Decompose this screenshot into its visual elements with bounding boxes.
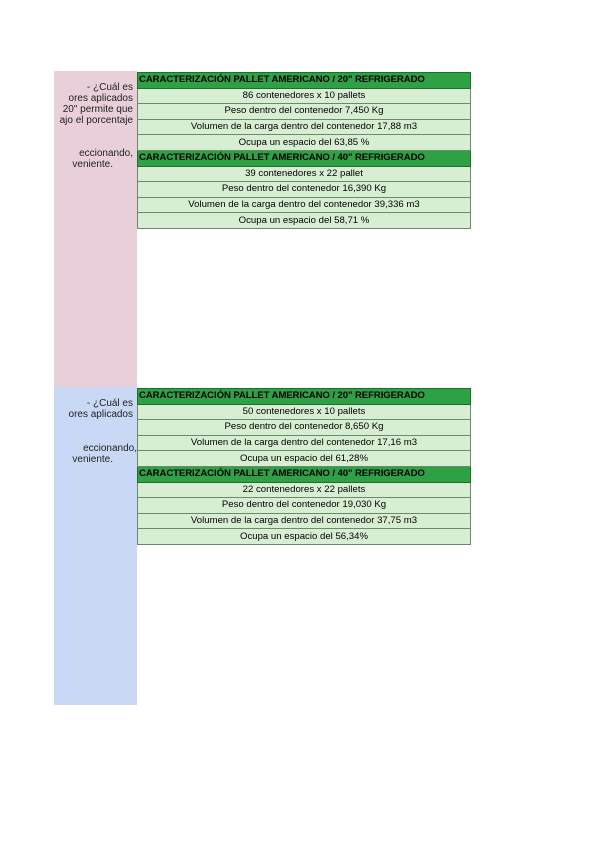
table-cell: Ocupa un espacio del 58,71 % bbox=[138, 213, 471, 229]
table-cell: 50 contenedores x 10 pallets bbox=[138, 404, 471, 420]
side-text-line: veniente. bbox=[72, 159, 113, 170]
side-text-line: veniente. bbox=[72, 454, 113, 465]
table-cell: Peso dentro del contenedor 8,650 Kg bbox=[138, 420, 471, 436]
side-note-blue bbox=[54, 387, 137, 705]
table-header: CARACTERIZACIÓN PALLET AMERICANO / 40" REFRIGERADO bbox=[138, 466, 471, 482]
table-cell: Volumen de la carga dentro del contenedor 39,336 m3 bbox=[138, 197, 471, 213]
side-text-line: ores aplicados bbox=[68, 93, 133, 104]
side-text-line: - ¿Cuál es bbox=[86, 82, 133, 93]
side-note-pink bbox=[54, 71, 137, 389]
side-text-line: 20" permite que bbox=[62, 104, 133, 115]
table-cell: Peso dentro del contenedor 7,450 Kg bbox=[138, 104, 471, 120]
table-cell: Peso dentro del contenedor 19,030 Kg bbox=[138, 498, 471, 514]
side-text-line: eccionando, bbox=[83, 443, 137, 454]
pallet-table-1 bbox=[137, 72, 471, 229]
side-text-line: ores aplicados bbox=[68, 409, 133, 420]
table-header: CARACTERIZACIÓN PALLET AMERICANO / 40" REFRIGERADO bbox=[138, 150, 471, 166]
table-cell: Volumen de la carga dentro del contenedor 17,16 m3 bbox=[138, 435, 471, 451]
side-text-line: eccionando, bbox=[79, 148, 133, 159]
table-header: CARACTERIZACIÓN PALLET AMERICANO / 20" REFRIGERADO bbox=[138, 73, 471, 89]
table-cell: Volumen de la carga dentro del contenedor 17,88 m3 bbox=[138, 119, 471, 135]
table-cell: Ocupa un espacio del 56,34% bbox=[138, 529, 471, 545]
table-header: CARACTERIZACIÓN PALLET AMERICANO / 20" REFRIGERADO bbox=[138, 389, 471, 405]
table-cell: Volumen de la carga dentro del contenedor 37,75 m3 bbox=[138, 513, 471, 529]
side-text-line: ajo el porcentaje bbox=[59, 115, 133, 126]
table-cell: 86 contenedores x 10 pallets bbox=[138, 88, 471, 104]
table-cell: Ocupa un espacio del 61,28% bbox=[138, 451, 471, 467]
table-cell: Peso dentro del contenedor 16,390 Kg bbox=[138, 182, 471, 198]
table-cell: 22 contenedores x 22 pallets bbox=[138, 482, 471, 498]
table-cell: 39 contenedores x 22 pallet bbox=[138, 166, 471, 182]
side-text-line: - ¿Cuál es bbox=[86, 398, 133, 409]
table-cell: Ocupa un espacio del 63,85 % bbox=[138, 135, 471, 151]
pallet-table-2 bbox=[137, 388, 471, 545]
